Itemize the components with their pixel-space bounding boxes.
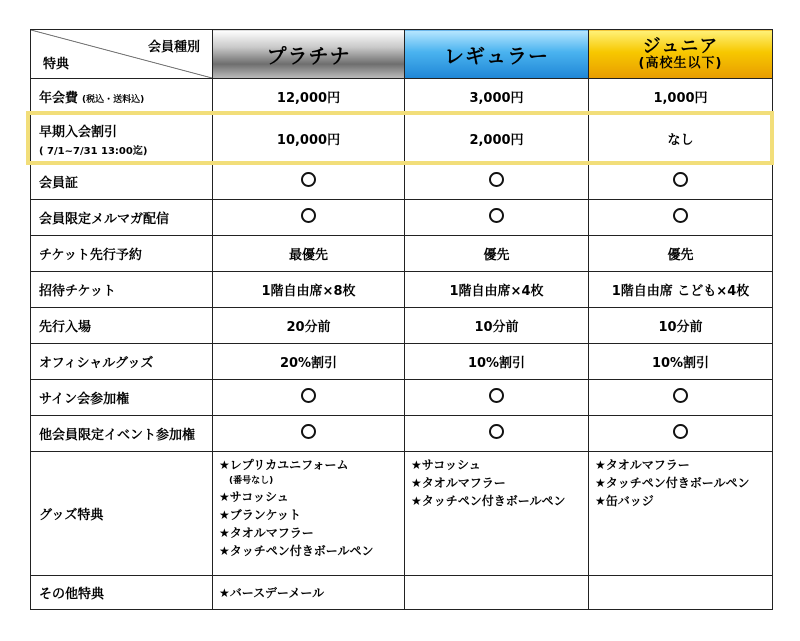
list-item: ★サコッシュ (411, 458, 481, 472)
row-label-early-discount (31, 114, 213, 164)
membership-type-label: 会員種別 (147, 40, 200, 55)
table-row (31, 164, 773, 200)
cell-value: 10分前 (405, 308, 589, 344)
cell-value: 1,000円 (589, 79, 773, 114)
cell-value: 優先 (405, 236, 589, 272)
row-label-early-entry: 先行入場 (31, 308, 213, 344)
cell-value: 最優先 (213, 236, 405, 272)
row-label-other-benefits: その他特典 (31, 576, 213, 610)
circle-mark-icon (673, 172, 688, 187)
header-row (31, 30, 773, 79)
cell-value: 20分前 (213, 308, 405, 344)
cell-value: 優先 (589, 236, 773, 272)
row-label-goods-benefits: グッズ特典 (31, 452, 213, 576)
table-row (31, 416, 773, 452)
table-row (31, 272, 773, 308)
row-label-mail-magazine: 会員限定メルマガ配信 (31, 200, 213, 236)
list-item: ★ブランケット (219, 508, 301, 522)
list-item: ★タオルマフラー (595, 458, 690, 472)
table-row (31, 308, 773, 344)
cell-value: 1階自由席×8枚 (213, 272, 405, 308)
table-row-highlighted (31, 114, 773, 164)
circle-mark-icon (673, 388, 688, 403)
circle-mark-icon (673, 424, 688, 439)
membership-comparison-table (30, 29, 773, 610)
tier-platinum-header: プラチナ (213, 30, 405, 79)
empty-cell (405, 576, 589, 610)
cell-value: 1階自由席×4枚 (405, 272, 589, 308)
tier-junior-header (589, 30, 773, 79)
table-row (31, 576, 773, 610)
list-item: ★タッチペン付きボールペン (595, 476, 750, 490)
circle-mark-icon (301, 172, 316, 187)
circle-mark-icon (489, 172, 504, 187)
circle-mark-icon (673, 208, 688, 223)
cell-value: 10%割引 (405, 344, 589, 380)
cell-value: 10,000円 (213, 114, 405, 164)
cell-value: 10分前 (589, 308, 773, 344)
list-item: ★タッチペン付きボールペン (411, 494, 566, 508)
table-row (31, 380, 773, 416)
cell-value: 12,000円 (213, 79, 405, 114)
benefits-label: 特典 (43, 57, 70, 72)
row-label-text: 年会費 (39, 90, 79, 106)
list-item: ★タッチペン付きボールペン (219, 544, 374, 558)
header-corner-cell (31, 30, 213, 79)
cell-value: なし (589, 114, 773, 164)
cell-value: 10%割引 (589, 344, 773, 380)
goods-list-junior (589, 452, 773, 576)
circle-mark-icon (301, 388, 316, 403)
row-label-official-goods: オフィシャルグッズ (31, 344, 213, 380)
tier-junior-subtitle: (高校生以下) (638, 56, 723, 71)
row-label-invitation-ticket: 招待チケット (31, 272, 213, 308)
list-item: ★タオルマフラー (219, 526, 314, 540)
circle-mark-icon (489, 388, 504, 403)
cell-value: 1階自由席 こども×4枚 (589, 272, 773, 308)
circle-mark-icon (489, 208, 504, 223)
table-row (31, 452, 773, 576)
goods-list-regular (405, 452, 589, 576)
tier-junior-title: ジュニア (642, 36, 719, 57)
row-label-period: ( 7/1~7/31 13:00迄) (39, 145, 148, 157)
circle-mark-icon (301, 424, 316, 439)
goods-list-platinum (213, 452, 405, 576)
cell-value: ★バースデーメール (213, 576, 405, 610)
table-row (31, 200, 773, 236)
row-label-ticket-presale: チケット先行予約 (31, 236, 213, 272)
empty-cell (589, 576, 773, 610)
cell-value: 2,000円 (405, 114, 589, 164)
tier-regular-header: レギュラー (405, 30, 589, 79)
row-label-annual-fee (31, 79, 213, 114)
row-label-note: (税込・送料込) (82, 94, 145, 105)
cell-value: 3,000円 (405, 79, 589, 114)
row-label-autograph-event: サイン会参加権 (31, 380, 213, 416)
row-label-other-event: 他会員限定イベント参加権 (31, 416, 213, 452)
list-item: ★サコッシュ (219, 490, 289, 504)
list-item: ★レプリカユニフォーム (219, 458, 349, 472)
table-row (31, 236, 773, 272)
circle-mark-icon (301, 208, 316, 223)
table-row (31, 79, 773, 114)
cell-value: 20%割引 (213, 344, 405, 380)
circle-mark-icon (489, 424, 504, 439)
list-item: ★缶バッジ (595, 494, 654, 508)
row-label-text: 早期入会割引 (39, 124, 118, 140)
list-item: ★タオルマフラー (411, 476, 506, 490)
table-row (31, 344, 773, 380)
row-label-member-card: 会員証 (31, 164, 213, 200)
list-item-note: (番号なし) (229, 476, 274, 486)
